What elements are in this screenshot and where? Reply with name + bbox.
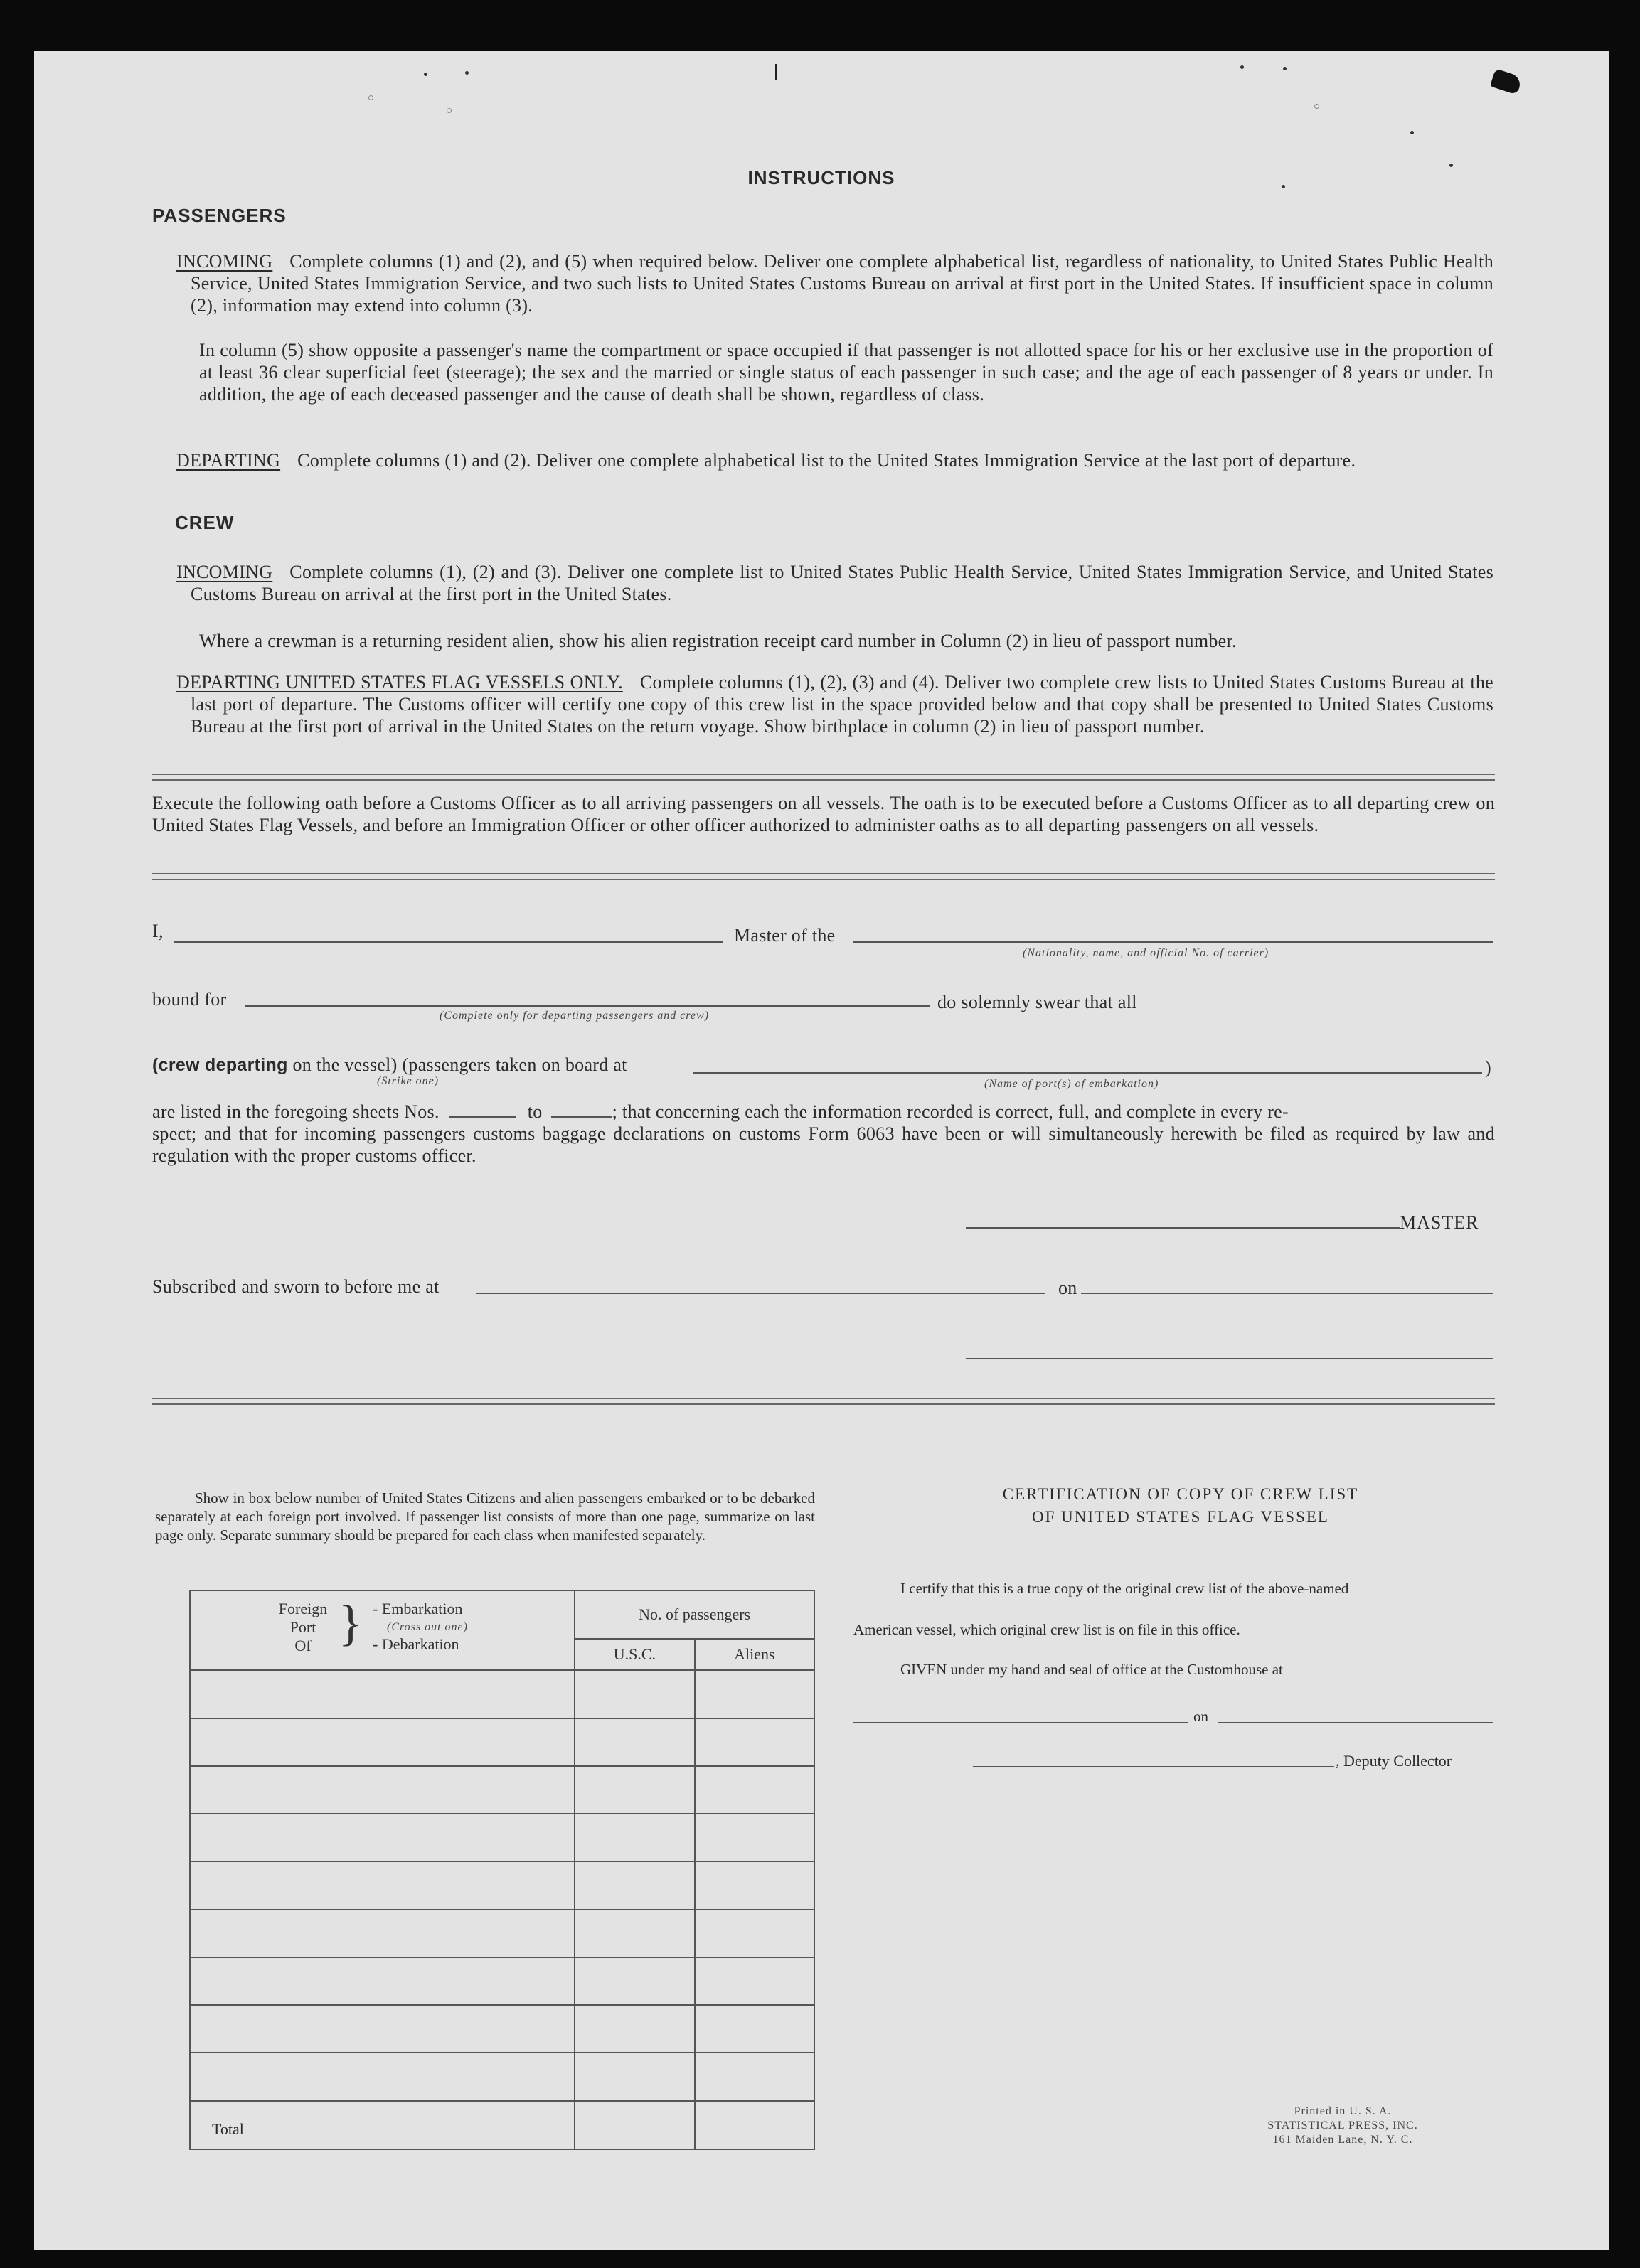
- total-row: [190, 2101, 814, 2149]
- speck: [1240, 65, 1244, 69]
- usc-cell[interactable]: [575, 1861, 694, 1909]
- form-sheet: [34, 51, 1609, 2250]
- aliens-cell[interactable]: [695, 2005, 814, 2053]
- oath-intro: Execute the following oath before a Customs Officer as to all arriving passengers on all vessels. The oath is to be executed before a Customs Officer as to all departing crew on United States Flag Vessels, and before an Immigration Officer or other officer authorized to administer oaths as to all departing passengers on all vessels.: [152, 793, 1495, 835]
- passengers-incoming-label: INCOMING: [176, 251, 273, 272]
- section-divider: [152, 1398, 1495, 1399]
- certification-text-3: GIVEN under my hand and seal of office at the Customhouse at: [900, 1661, 1283, 1678]
- section-divider: [152, 779, 1495, 781]
- certification-title: [866, 1483, 1495, 1529]
- crew-departing-paragraph: [176, 671, 1493, 737]
- usc-cell[interactable]: [575, 1766, 694, 1814]
- crew-incoming-paragraph: [176, 561, 1493, 605]
- passengers-departing-paragraph: [176, 449, 1493, 471]
- officer-signature-field[interactable]: [966, 1358, 1493, 1359]
- sworn-place-field[interactable]: [476, 1293, 1045, 1294]
- certification-title-line-1: CERTIFICATION OF COPY OF CREW LIST: [1002, 1485, 1359, 1503]
- listed-text-b: ; that concerning each the information recorded is correct, full, and complete in every re-: [612, 1101, 1289, 1122]
- aliens-header: Aliens: [695, 1639, 814, 1670]
- carrier-caption: (Nationality, name, and official No. of carrier): [1023, 947, 1269, 959]
- table-row: [190, 1957, 814, 2005]
- aliens-cell[interactable]: [695, 2053, 814, 2100]
- speck: [447, 108, 452, 113]
- aliens-cell[interactable]: [695, 1670, 814, 1718]
- crew-departing-label: DEPARTING UNITED STATES FLAG VESSELS ONLY.: [176, 672, 623, 692]
- aliens-cell[interactable]: [695, 1957, 814, 2005]
- aliens-total-cell[interactable]: [695, 2101, 814, 2149]
- passengers-taken-option[interactable]: (passengers taken on board at: [402, 1054, 627, 1075]
- table-header-row: [190, 1590, 814, 1639]
- aliens-cell[interactable]: [695, 1718, 814, 1766]
- passengers-departing-label: DEPARTING: [176, 450, 281, 471]
- bound-for-label: bound for: [152, 989, 227, 1010]
- speck: [1283, 67, 1287, 70]
- customhouse-field[interactable]: [853, 1722, 1188, 1723]
- table-row: [190, 1910, 814, 1957]
- sworn-date-field[interactable]: [1081, 1293, 1493, 1294]
- certification-on-label: on: [1193, 1708, 1208, 1725]
- printer-line-2: STATISTICAL PRESS, INC.: [1267, 2119, 1418, 2131]
- sheet-from-field[interactable]: [449, 1116, 516, 1118]
- table-row: [190, 1766, 814, 1814]
- swear-text: do solemnly swear that all: [937, 992, 1137, 1012]
- ports-summary-table: [189, 1590, 815, 2150]
- usc-cell[interactable]: [575, 1910, 694, 1957]
- port-cell[interactable]: [190, 1957, 575, 2005]
- section-divider: [152, 774, 1495, 775]
- aliens-cell[interactable]: [695, 1814, 814, 1861]
- listed-text-c: spect; and that for incoming passengers customs baggage declarations on customs Form 6063 have been or will simultaneously herewith be filed as required by law and regulation with the proper customs officer.: [152, 1123, 1495, 1166]
- carrier-field[interactable]: [853, 941, 1493, 943]
- certification-text-2: American vessel, which original crew list is on file in this office.: [853, 1621, 1240, 1638]
- sheets-line: [152, 1101, 1289, 1123]
- crew-incoming-text: Complete columns (1), (2) and (3). Deliver one complete list to United States Public Health Service, United States Immigration Service, and United States Customs Bureau on arrival at the first port in the United States.: [191, 562, 1493, 604]
- master-signature-field[interactable]: [966, 1227, 1400, 1229]
- total-label: Total: [190, 2101, 575, 2149]
- debarkation-label[interactable]: - Debarkation: [373, 1635, 459, 1653]
- port-cell[interactable]: [190, 1670, 575, 1718]
- speck: [465, 71, 469, 75]
- ink-blot-mark: [1490, 68, 1523, 95]
- subscribed-label: Subscribed and sworn to before me at: [152, 1276, 440, 1297]
- listed-to: to: [527, 1101, 543, 1122]
- crew-resident-paragraph: Where a crewman is a returning resident alien, show his alien registration receipt card number in Column (2) in lieu of passport number.: [199, 631, 1237, 651]
- aliens-cell[interactable]: [695, 1910, 814, 1957]
- usc-cell[interactable]: [575, 1814, 694, 1861]
- deputy-collector-label: , Deputy Collector: [1336, 1752, 1452, 1770]
- certification-date-field[interactable]: [1218, 1722, 1493, 1723]
- passengers-column5-paragraph: In column (5) show opposite a passenger's name the compartment or space occupied if that passenger is not allotted space for his or her exclusive use in the proportion of at least 36 clear superficial feet (steerage); the sex and the married or single status of each passenger in such case; and the age of each passenger of 8 years or under. In addition, the age of each deceased passenger and the cause of death shall be shown, regardless of class.: [199, 340, 1493, 405]
- aliens-cell[interactable]: [695, 1861, 814, 1909]
- port-cell[interactable]: [190, 1814, 575, 1861]
- table-row: [190, 2005, 814, 2053]
- port-label: Port: [289, 1618, 316, 1636]
- port-cell[interactable]: [190, 1861, 575, 1909]
- sworn-on-label: on: [1058, 1278, 1077, 1298]
- bound-caption: (Complete only for departing passengers and crew): [440, 1010, 710, 1022]
- table-row: [190, 1718, 814, 1766]
- crew-incoming-label: INCOMING: [176, 562, 273, 582]
- printer-line-1: Printed in U. S. A.: [1294, 2105, 1392, 2117]
- sheet-to-field[interactable]: [551, 1116, 612, 1118]
- crew-departing-text: Complete columns (1), (2), (3) and (4). Deliver two complete crew lists to United States Customs Bureau at the last port of departure. The Customs officer will certify one copy of this crew list in the space provided below and that copy shall be presented to United States Customs Bureau at the first port of arrival in the United States on the return voyage. Show birthplace in column (2) in lieu of passport number.: [191, 672, 1494, 737]
- table-row: [190, 2053, 814, 2100]
- speck: [424, 73, 427, 76]
- port-cell[interactable]: [190, 1718, 575, 1766]
- strike-caption: (Strike one): [377, 1075, 440, 1087]
- port-cell[interactable]: [190, 1766, 575, 1814]
- table-row: [190, 1861, 814, 1909]
- embarkation-label[interactable]: - Embarkation: [373, 1600, 463, 1617]
- of-label: Of: [294, 1637, 312, 1654]
- section-divider: [152, 1403, 1495, 1405]
- usc-cell[interactable]: [575, 1718, 694, 1766]
- master-of-label: Master of the: [734, 925, 836, 946]
- usc-cell[interactable]: [575, 2005, 694, 2053]
- oath-i-label: I,: [152, 921, 164, 941]
- certification-text-1: I certify that this is a true copy of the original crew list of the above-named: [900, 1580, 1349, 1597]
- speck: [1314, 104, 1319, 109]
- strike-line: [152, 1054, 627, 1076]
- table-row: [190, 1670, 814, 1718]
- crew-departing-option[interactable]: (crew departing: [152, 1055, 288, 1075]
- listed-text-a: are listed in the foregoing sheets Nos.: [152, 1101, 440, 1122]
- deputy-signature-field[interactable]: [973, 1766, 1334, 1767]
- master-label: MASTER: [1400, 1212, 1479, 1233]
- on-vessel-text: on the vessel): [292, 1054, 398, 1075]
- passengers-incoming-text: Complete columns (1) and (2), and (5) when required below. Deliver one complete alphabetical list, regardless of nationality, to United States Public Health Service, United States Immigration Service, and two such lists to United States Customs Bureau on arrival at first port in the United States. If insufficient space in column (2), information may extend into column (3).: [191, 251, 1493, 316]
- no-passengers-header: No. of passengers: [575, 1590, 814, 1639]
- port-caption: (Name of port(s) of embarkation): [984, 1078, 1159, 1090]
- close-paren: ): [1485, 1057, 1491, 1078]
- section-divider: [152, 879, 1495, 880]
- passengers-heading: PASSENGERS: [152, 205, 287, 226]
- brace-icon: }: [339, 1596, 363, 1651]
- certification-title-line-2: OF UNITED STATES FLAG VESSEL: [1032, 1508, 1329, 1526]
- port-cell[interactable]: [190, 2005, 575, 2053]
- destination-field[interactable]: [245, 1005, 930, 1007]
- page-title: INSTRUCTIONS: [747, 167, 895, 188]
- usc-cell[interactable]: [575, 2053, 694, 2100]
- cross-out-caption: (Cross out one): [387, 1621, 468, 1633]
- printer-line-3: 161 Maiden Lane, N. Y. C.: [1272, 2134, 1413, 2146]
- section-divider: [152, 873, 1495, 874]
- usc-cell[interactable]: [575, 1670, 694, 1718]
- passengers-departing-text: Complete columns (1) and (2). Deliver one complete alphabetical list to the United States Immigration Service at the last port of departure.: [297, 450, 1356, 471]
- aliens-cell[interactable]: [695, 1766, 814, 1814]
- usc-total-cell[interactable]: [575, 2101, 694, 2149]
- foreign-port-header: [190, 1590, 575, 1670]
- usc-header: U.S.C.: [575, 1639, 694, 1670]
- foreign-label: Foreign: [278, 1600, 328, 1617]
- speck: [775, 64, 777, 80]
- master-name-field[interactable]: [174, 941, 723, 943]
- speck: [368, 95, 373, 100]
- table-row: [190, 1814, 814, 1861]
- embarkation-port-field[interactable]: [693, 1072, 1482, 1074]
- usc-cell[interactable]: [575, 1957, 694, 2005]
- speck: [1410, 131, 1414, 134]
- summary-instructions: Show in box below number of United States Citizens and alien passengers embarked or to be debarked separately at each foreign port involved. If passenger list consists of more than one page, summarize on last page only. Separate summary should be prepared for each class when manifested separately.: [155, 1489, 815, 1544]
- passengers-incoming-paragraph: [176, 250, 1493, 316]
- printer-imprint: [1229, 2104, 1457, 2147]
- port-cell[interactable]: [190, 2053, 575, 2100]
- foreign-port-label: [275, 1600, 331, 1655]
- crew-heading: CREW: [175, 512, 235, 533]
- port-cell[interactable]: [190, 1910, 575, 1957]
